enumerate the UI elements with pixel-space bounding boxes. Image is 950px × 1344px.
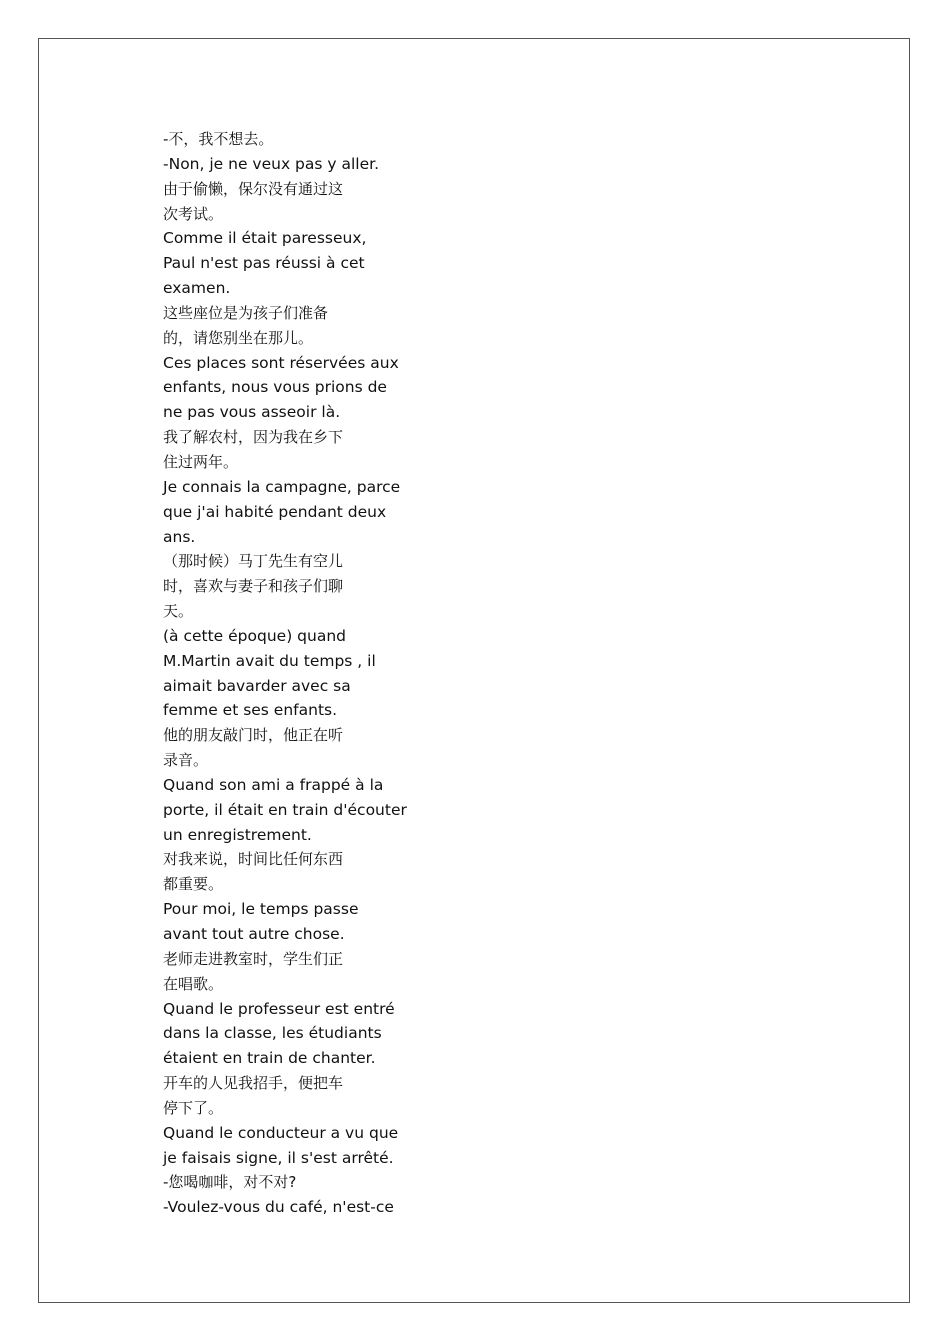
chinese-sentence-line: 住过两年。 bbox=[163, 452, 239, 471]
chinese-sentence-line: 他的朋友敲门时，他正在听 bbox=[163, 726, 344, 745]
french-sentence-line: Quand son ami a frappé à la bbox=[163, 775, 384, 794]
chinese-sentence-line: （那时候）马丁先生有空儿 bbox=[163, 552, 344, 571]
french-sentence-line: Quand le conducteur a vu que bbox=[163, 1123, 399, 1142]
french-sentence-line: ne pas vous asseoir là. bbox=[163, 403, 341, 422]
french-sentence-line: avant tout autre chose. bbox=[163, 925, 345, 943]
chinese-sentence-line: 的，请您别坐在那儿。 bbox=[163, 328, 314, 347]
french-sentence-line: (à cette époque) quand bbox=[163, 626, 347, 645]
french-sentence-line: porte, il était en train d'écouter bbox=[163, 800, 407, 819]
french-sentence-line: -Non, je ne veux pas y aller. bbox=[163, 154, 380, 173]
chinese-sentence-line: 对我来说，时间比任何东西 bbox=[163, 850, 344, 869]
chinese-sentence-line: 我了解农村，因为我在乡下 bbox=[163, 428, 344, 447]
chinese-sentence-line: 停下了。 bbox=[163, 1098, 224, 1117]
chinese-sentence-line: 开车的人见我招手，便把车 bbox=[163, 1074, 344, 1093]
chinese-sentence-line: 都重要。 bbox=[163, 875, 224, 894]
french-sentence-line: que j'ai habité pendant deux bbox=[163, 502, 387, 521]
chinese-sentence-line: 由于偷懒，保尔没有通过这 bbox=[163, 179, 344, 198]
chinese-sentence-line: 时，喜欢与妻子和孩子们聊 bbox=[163, 577, 344, 596]
chinese-sentence-line: -您喝咖啡，对不对? bbox=[163, 1173, 297, 1192]
french-sentence-line: je faisais signe, il s'est arrêté. bbox=[163, 1148, 394, 1167]
chinese-sentence-line: 次考试。 bbox=[163, 204, 224, 223]
french-sentence-line: un enregistrement. bbox=[163, 825, 312, 844]
french-sentence-line: Comme il était paresseux, bbox=[163, 229, 367, 248]
chinese-sentence-line: 在唱歌。 bbox=[163, 974, 224, 993]
chinese-sentence-line: 天。 bbox=[163, 602, 194, 621]
text-block bbox=[163, 127, 423, 1220]
french-sentence-line: étaient en train de chanter. bbox=[163, 1049, 376, 1068]
chinese-sentence-line: 这些座位是为孩子们准备 bbox=[163, 303, 329, 322]
french-sentence-line: femme et ses enfants. bbox=[163, 701, 338, 720]
chinese-sentence-line: 老师走进教室时，学生们正 bbox=[163, 949, 344, 968]
french-sentence-line: aimait bavarder avec sa bbox=[163, 676, 351, 695]
french-sentence-line: ans. bbox=[163, 527, 196, 546]
french-sentence-line: enfants, nous vous prions de bbox=[163, 378, 387, 397]
chinese-sentence-line: 录音。 bbox=[163, 751, 209, 770]
french-sentence-line: Je connais la campagne, parce bbox=[163, 477, 401, 496]
chinese-sentence-line: -不，我不想去。 bbox=[163, 130, 274, 148]
french-sentence-line: examen. bbox=[163, 279, 231, 298]
french-sentence-line: Quand le professeur est entré bbox=[163, 999, 395, 1018]
french-sentence-line: Paul n'est pas réussi à cet bbox=[163, 254, 365, 273]
french-sentence-line: dans la classe, les étudiants bbox=[163, 1024, 382, 1043]
french-sentence-line: M.Martin avait du temps , il bbox=[163, 651, 376, 670]
french-sentence-line: Pour moi, le temps passe bbox=[163, 900, 359, 919]
document-page bbox=[38, 38, 910, 1303]
french-sentence-line: Ces places sont réservées aux bbox=[163, 353, 399, 372]
french-sentence-line: -Voulez-vous du café, n'est-ce bbox=[163, 1198, 394, 1217]
